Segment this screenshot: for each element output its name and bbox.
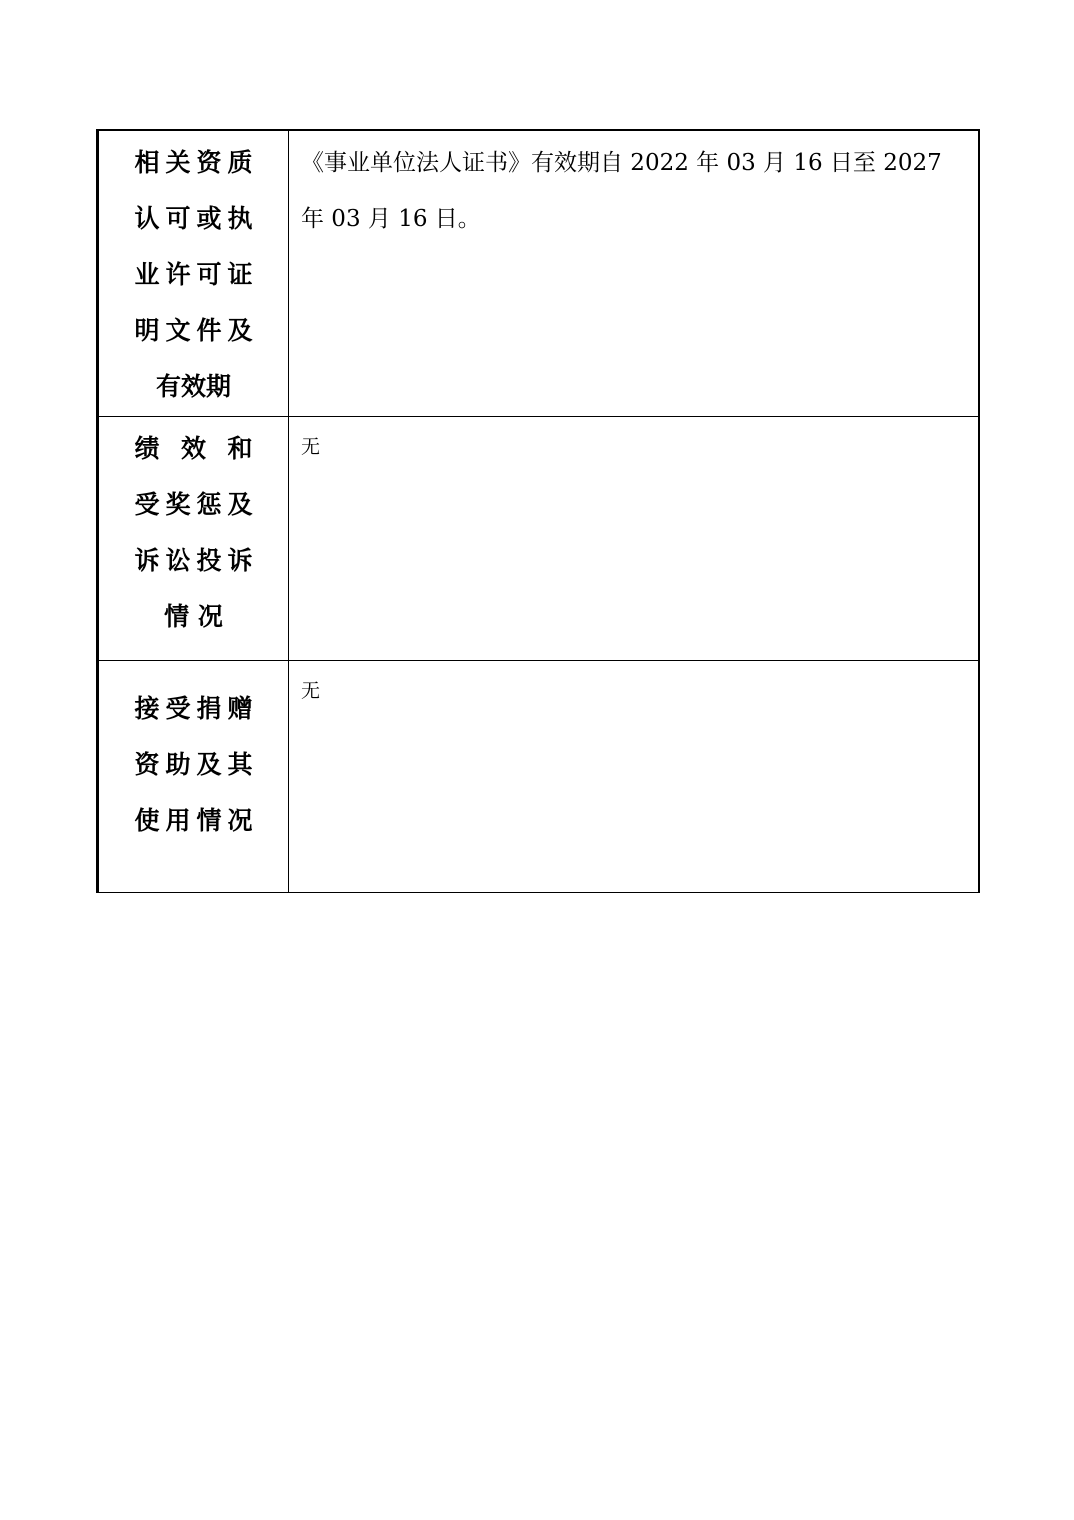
row-label-cell	[98, 417, 289, 661]
table-row-donations	[98, 661, 979, 893]
label-line: 相关资质	[134, 148, 253, 177]
row-label-cell	[98, 661, 289, 893]
label-line: 绩 效 和	[134, 434, 253, 463]
row-value-cell: 无	[289, 417, 979, 661]
label-line: 有效期	[155, 372, 231, 401]
label-line: 情 况	[164, 602, 223, 631]
label-line: 业许可证	[134, 260, 253, 289]
label-line: 受奖惩及	[134, 490, 253, 519]
table-row-qualifications	[98, 130, 979, 417]
label-line: 明文件及	[134, 316, 253, 345]
label-line: 使用情况	[134, 806, 253, 835]
row-value-cell: 《事业单位法人证书》有效期自 2022 年 03 月 16 日至 2027 年 03 月 16 日。	[289, 130, 979, 417]
row-value-cell: 无	[289, 661, 979, 893]
table-row-performance	[98, 417, 979, 661]
label-line: 认可或执	[134, 204, 253, 233]
label-line: 诉讼投诉	[134, 546, 253, 575]
info-table	[96, 129, 980, 893]
row-label-cell	[98, 130, 289, 417]
label-line: 资助及其	[134, 750, 253, 779]
label-line: 接受捐赠	[134, 694, 253, 723]
